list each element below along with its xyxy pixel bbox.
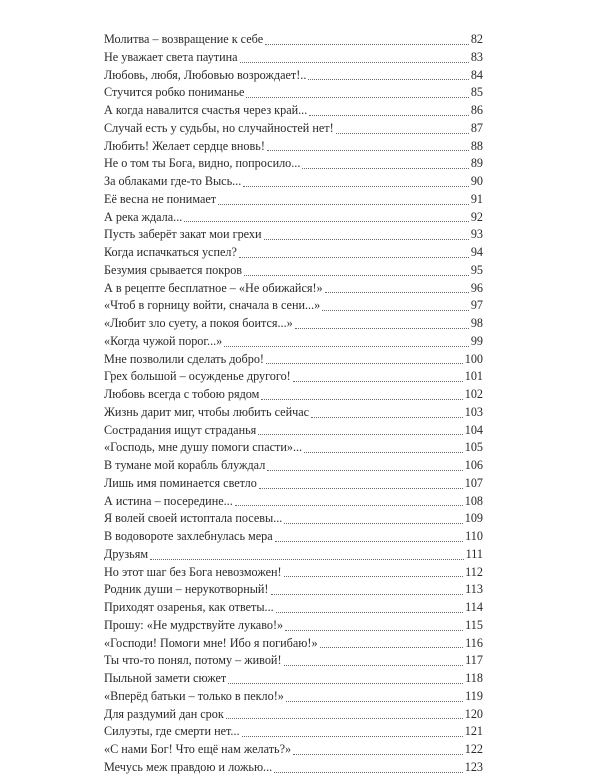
dot-leader <box>284 664 464 666</box>
toc-entry-page-number: 91 <box>470 191 483 206</box>
toc-entry-title: Силуэты, где смерти нет... <box>104 724 240 739</box>
dot-leader <box>293 380 463 382</box>
toc-entry-page-number: 113 <box>465 582 483 597</box>
toc-entry-title: Друзьям <box>104 546 149 561</box>
toc-entry <box>104 422 483 440</box>
toc-entry-page-number: 99 <box>470 333 483 348</box>
toc-entry <box>104 49 483 67</box>
toc-entry <box>104 297 483 315</box>
toc-entry-page-number: 88 <box>470 138 483 153</box>
toc-entry-page-number: 123 <box>464 759 483 774</box>
toc-entry-page-number: 96 <box>470 280 483 295</box>
table-of-contents <box>104 31 483 777</box>
toc-entry-page-number: 122 <box>464 742 483 756</box>
toc-entry-page-number: 120 <box>464 706 483 721</box>
dot-leader <box>293 753 463 755</box>
toc-entry-title: А истина – посередине... <box>104 493 233 508</box>
toc-entry <box>104 102 483 120</box>
toc-entry <box>104 670 483 688</box>
dot-leader <box>218 203 469 205</box>
toc-entry <box>104 315 483 333</box>
toc-entry <box>104 510 483 528</box>
dot-leader <box>309 114 469 116</box>
toc-entry-title: «Когда чужой порог...» <box>104 333 223 348</box>
toc-entry-page-number: 98 <box>470 316 483 330</box>
toc-entry-title: Когда испачкаться успел? <box>104 245 237 259</box>
dot-leader <box>286 700 463 702</box>
dot-leader <box>308 78 468 80</box>
toc-entry <box>104 351 483 369</box>
dot-leader <box>320 646 464 648</box>
toc-entry <box>104 546 483 564</box>
toc-entry <box>104 226 483 244</box>
toc-entry <box>104 528 483 546</box>
toc-entry-page-number: 112 <box>465 564 483 579</box>
toc-entry <box>104 209 483 227</box>
dot-leader <box>267 149 469 151</box>
toc-entry <box>104 280 483 298</box>
toc-entry <box>104 67 483 85</box>
toc-entry-page-number: 100 <box>464 351 483 366</box>
toc-entry-page-number: 94 <box>470 245 483 259</box>
toc-entry-title: Жизнь дарит миг, чтобы любить сейчас <box>104 404 310 419</box>
toc-entry-title: Мне позволили сделать добро! <box>104 351 264 366</box>
dot-leader <box>336 132 469 134</box>
toc-entry-page-number: 89 <box>470 156 483 171</box>
toc-entry-page-number: 102 <box>464 387 483 401</box>
toc-entry <box>104 368 483 386</box>
toc-entry-title: «Чтоб в горницу войти, сначала в сени...» <box>104 298 321 313</box>
toc-entry <box>104 138 483 156</box>
toc-entry <box>104 457 483 475</box>
dot-leader <box>266 362 463 364</box>
dot-leader <box>244 274 469 276</box>
toc-entry-page-number: 84 <box>470 67 483 82</box>
toc-entry-page-number: 83 <box>470 49 483 64</box>
toc-entry-title: Лишь имя поминается светло <box>104 475 257 490</box>
toc-entry-page-number: 87 <box>470 120 483 135</box>
toc-entry <box>104 173 483 191</box>
toc-entry-page-number: 106 <box>464 458 483 472</box>
dot-leader <box>259 487 463 489</box>
toc-entry-title: Стучится робко пониманье <box>104 85 245 100</box>
toc-entry-title: «Любит зло суету, а покоя боится...» <box>104 316 293 330</box>
dot-leader <box>302 167 468 169</box>
toc-entry-page-number: 103 <box>464 404 483 419</box>
toc-entry-title: Не о том ты Бога, видно, попросило... <box>104 156 301 171</box>
toc-entry-title: Для раздумий дан срок <box>104 706 224 721</box>
toc-entry-page-number: 101 <box>464 369 483 384</box>
toc-entry <box>104 599 483 617</box>
toc-entry-title: «Вперёд батьки – только в пекло!» <box>104 688 284 703</box>
dot-leader <box>295 327 469 329</box>
toc-entry-title: Молитва – возвращение к себе <box>104 32 264 46</box>
dot-leader <box>276 611 463 613</box>
toc-entry-title: А в рецепте бесплатное – «Не обижайся!» <box>104 280 323 295</box>
toc-entry <box>104 191 483 209</box>
toc-entry-page-number: 111 <box>465 546 483 561</box>
dot-leader <box>285 629 463 631</box>
toc-entry-page-number: 119 <box>465 688 483 703</box>
toc-entry-title: Я волей своей истоптала посевы... <box>104 511 283 526</box>
toc-entry-title: Пусть заберёт закат мои грехи <box>104 227 262 242</box>
toc-entry-title: Её весна не понимает <box>104 191 217 206</box>
dot-leader <box>226 717 463 719</box>
toc-entry <box>104 262 483 280</box>
toc-entry-page-number: 82 <box>470 32 483 46</box>
toc-entry-title: Сострадания ищут страданья <box>104 422 257 437</box>
toc-entry <box>104 120 483 138</box>
toc-entry-page-number: 117 <box>465 653 483 668</box>
dot-leader <box>235 504 463 506</box>
toc-entry <box>104 581 483 599</box>
toc-entry-page-number: 85 <box>470 85 483 100</box>
dot-leader <box>264 238 469 240</box>
toc-entry <box>104 706 483 724</box>
toc-entry-title: Мечусь меж правдою и ложью... <box>104 759 273 774</box>
toc-entry-title: Пыльной замети сюжет <box>104 671 227 685</box>
dot-leader <box>243 185 469 187</box>
toc-entry-page-number: 118 <box>465 671 483 685</box>
dot-leader <box>267 469 462 471</box>
toc-entry-title: Не уважает света паутина <box>104 49 238 64</box>
dot-leader <box>284 575 464 577</box>
toc-entry-title: Но этот шаг без Бога невозможен! <box>104 564 282 579</box>
toc-entry <box>104 475 483 493</box>
toc-entry-page-number: 116 <box>465 635 483 650</box>
toc-entry-title: Ты что-то понял, потому – живой! <box>104 653 282 668</box>
toc-entry <box>104 723 483 741</box>
toc-entry-title: Прошу: «Не мудрствуйте лукаво!» <box>104 617 284 632</box>
toc-entry <box>104 652 483 670</box>
dot-leader <box>246 96 468 98</box>
toc-entry-page-number: 121 <box>464 724 483 739</box>
toc-entry <box>104 386 483 404</box>
toc-entry-title: «Господь, мне душу помоги спасти»... <box>104 440 303 455</box>
toc-entry <box>104 333 483 351</box>
toc-entry-page-number: 105 <box>464 440 483 455</box>
toc-entry <box>104 84 483 102</box>
toc-entry <box>104 439 483 457</box>
dot-leader <box>242 735 463 737</box>
toc-entry-page-number: 86 <box>470 103 483 117</box>
toc-entry-title: А река ждала... <box>104 209 183 224</box>
toc-entry-page-number: 97 <box>470 298 483 313</box>
toc-entry <box>104 564 483 582</box>
toc-entry-title: Грех большой – осужденье другого! <box>104 369 291 384</box>
toc-entry-title: Случай есть у судьбы, но случайностей нет! <box>104 120 334 135</box>
toc-entry-title: «Господи! Помоги мне! Ибо я погибаю!» <box>104 635 318 650</box>
toc-entry-title: В водовороте захлебнулась мера <box>104 529 273 543</box>
toc-entry-title: В тумане мой корабль блуждал <box>104 458 266 472</box>
dot-leader <box>261 398 462 400</box>
toc-entry <box>104 635 483 653</box>
toc-entry-title: Любовь всегда с тобою рядом <box>104 387 260 401</box>
toc-entry-page-number: 104 <box>464 422 483 437</box>
toc-entry <box>104 688 483 706</box>
dot-leader <box>284 522 462 524</box>
toc-entry-page-number: 93 <box>470 227 483 242</box>
dot-leader <box>311 416 463 418</box>
toc-entry-page-number: 110 <box>465 529 483 543</box>
toc-entry <box>104 617 483 635</box>
dot-leader <box>239 256 469 258</box>
dot-leader <box>184 220 468 222</box>
dot-leader <box>325 291 469 293</box>
toc-entry-page-number: 90 <box>470 174 483 188</box>
toc-entry-title: Любовь, любя, Любовью возрождает!.. <box>104 67 307 82</box>
toc-entry <box>104 493 483 511</box>
dot-leader <box>228 682 463 684</box>
toc-entry-title: За облаками где-то Высь... <box>104 174 242 188</box>
toc-entry-page-number: 95 <box>470 262 483 277</box>
toc-entry-page-number: 109 <box>464 511 483 526</box>
toc-entry-title: Любить! Желает сердце вновь! <box>104 138 265 153</box>
toc-entry <box>104 155 483 173</box>
toc-entry-page-number: 92 <box>470 209 483 224</box>
dot-leader <box>240 61 469 63</box>
toc-entry-title: «С нами Бог! Что ещё нам желать?» <box>104 742 292 756</box>
toc-entry-page-number: 115 <box>465 617 483 632</box>
toc-entry <box>104 244 483 262</box>
dot-leader <box>271 593 464 595</box>
toc-entry-page-number: 108 <box>464 493 483 508</box>
dot-leader <box>150 558 464 560</box>
toc-entry-page-number: 107 <box>464 475 483 490</box>
toc-entry-title: Родник души – нерукотворный! <box>104 582 269 597</box>
dot-leader <box>258 433 462 435</box>
toc-entry-page-number: 114 <box>465 600 483 614</box>
dot-leader <box>274 771 463 773</box>
toc-entry-title: Безумия срывается покров <box>104 262 243 277</box>
toc-entry <box>104 759 483 777</box>
toc-entry <box>104 404 483 422</box>
dot-leader <box>322 309 469 311</box>
dot-leader <box>275 540 463 542</box>
toc-entry <box>104 31 483 49</box>
dot-leader <box>304 451 463 453</box>
dot-leader <box>224 345 469 347</box>
toc-entry-title: А когда навалится счастья через край... <box>104 103 308 117</box>
toc-entry-title: Приходят озаренья, как ответы... <box>104 600 274 614</box>
dot-leader <box>265 43 469 45</box>
